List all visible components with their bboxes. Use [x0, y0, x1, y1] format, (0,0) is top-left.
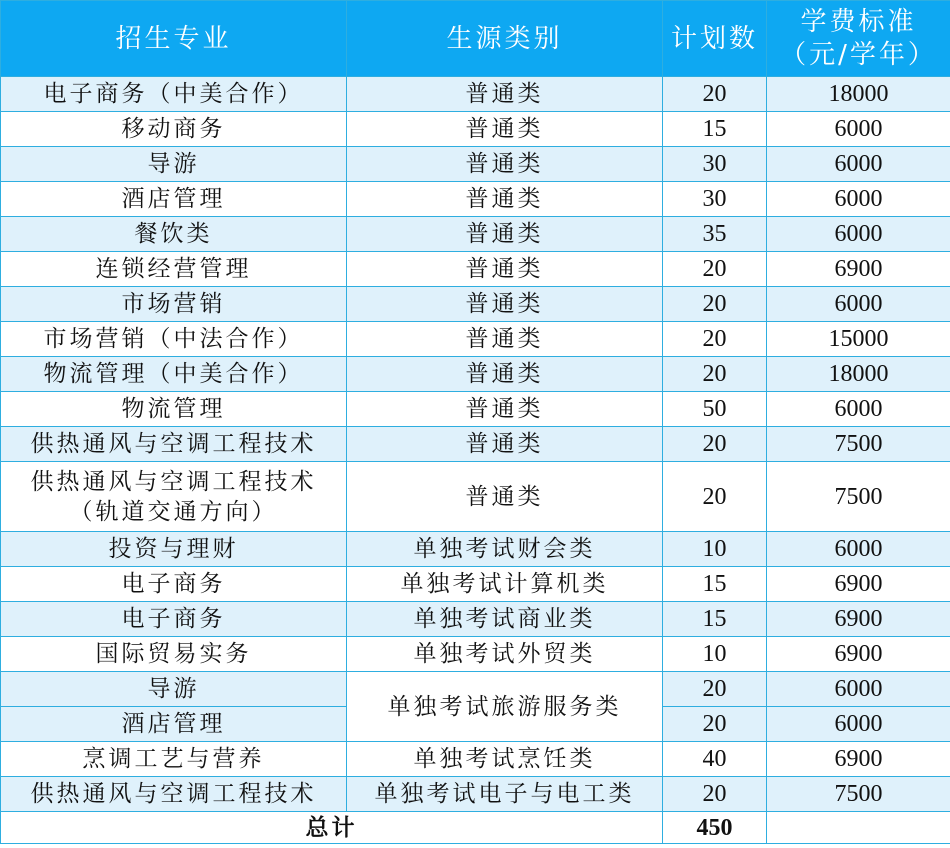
cell-plan: 20: [663, 672, 767, 707]
header-major: 招生专业: [1, 1, 347, 77]
cell-fee: 7500: [767, 462, 950, 532]
total-plan: 450: [663, 812, 767, 844]
cell-source: 普通类: [347, 77, 663, 112]
total-label: 总计: [1, 812, 663, 844]
table-row: [1, 637, 950, 672]
cell-major: 连锁经营管理: [1, 252, 347, 287]
table-row: [1, 77, 950, 112]
cell-major: 市场营销: [1, 287, 347, 322]
cell-fee: 7500: [767, 427, 950, 462]
cell-fee: 15000: [767, 322, 950, 357]
cell-plan: 20: [663, 357, 767, 392]
cell-source: 普通类: [347, 392, 663, 427]
table-row: [1, 357, 950, 392]
cell-source: 普通类: [347, 252, 663, 287]
cell-major: 酒店管理: [1, 707, 347, 742]
table-row: [1, 567, 950, 602]
cell-fee: 6900: [767, 742, 950, 777]
cell-fee: 6000: [767, 287, 950, 322]
header-plan: 计划数: [663, 1, 767, 77]
cell-plan: 10: [663, 532, 767, 567]
cell-source: 单独考试电子与电工类: [347, 777, 663, 812]
cell-source: 普通类: [347, 322, 663, 357]
table-row: [1, 462, 950, 532]
table-row: [1, 287, 950, 322]
table-row: [1, 112, 950, 147]
cell-fee: 6900: [767, 252, 950, 287]
cell-source: 单独考试计算机类: [347, 567, 663, 602]
table-row: [1, 182, 950, 217]
cell-major: 国际贸易实务: [1, 637, 347, 672]
table-row: [1, 532, 950, 567]
table-row: [1, 777, 950, 812]
cell-plan: 10: [663, 637, 767, 672]
header-row: [1, 1, 950, 77]
cell-major: 烹调工艺与营养: [1, 742, 347, 777]
cell-plan: 20: [663, 322, 767, 357]
cell-plan: 20: [663, 252, 767, 287]
cell-source: 单独考试外贸类: [347, 637, 663, 672]
cell-plan: 50: [663, 392, 767, 427]
header-fee-line2: （元/学年）: [780, 39, 937, 70]
cell-source: 普通类: [347, 427, 663, 462]
cell-source: 普通类: [347, 287, 663, 322]
cell-plan: 20: [663, 287, 767, 322]
cell-major: [1, 462, 347, 532]
cell-plan: 15: [663, 602, 767, 637]
table-row: [1, 147, 950, 182]
cell-plan: 20: [663, 777, 767, 812]
cell-major: 电子商务: [1, 567, 347, 602]
cell-plan: 20: [663, 77, 767, 112]
cell-major: 市场营销（中法合作）: [1, 322, 347, 357]
table-row: [1, 427, 950, 462]
cell-plan: 20: [663, 427, 767, 462]
cell-fee: 7500: [767, 777, 950, 812]
cell-source-merged: 单独考试旅游服务类: [347, 672, 663, 742]
cell-fee: 6000: [767, 392, 950, 427]
cell-major: 导游: [1, 147, 347, 182]
cell-major: 餐饮类: [1, 217, 347, 252]
cell-fee: 18000: [767, 357, 950, 392]
cell-fee: 18000: [767, 77, 950, 112]
table-row: [1, 322, 950, 357]
cell-major: 电子商务（中美合作）: [1, 77, 347, 112]
cell-major: 投资与理财: [1, 532, 347, 567]
cell-major: 供热通风与空调工程技术: [1, 427, 347, 462]
cell-major-line2: （轨道交通方向）: [69, 498, 278, 525]
cell-source: 普通类: [347, 462, 663, 532]
cell-fee: 6000: [767, 182, 950, 217]
cell-fee: 6000: [767, 112, 950, 147]
cell-fee: 6000: [767, 707, 950, 742]
total-row: [1, 812, 950, 844]
cell-major: 移动商务: [1, 112, 347, 147]
table-row: [1, 672, 950, 707]
table-row: [1, 252, 950, 287]
table-row: [1, 217, 950, 252]
header-source: 生源类别: [347, 1, 663, 77]
cell-major-line1: 供热通风与空调工程技术: [30, 468, 317, 495]
cell-fee: 6900: [767, 602, 950, 637]
cell-source: 普通类: [347, 217, 663, 252]
table-row: [1, 392, 950, 427]
cell-fee: 6000: [767, 147, 950, 182]
cell-source: 单独考试财会类: [347, 532, 663, 567]
table-row: [1, 742, 950, 777]
cell-plan: 40: [663, 742, 767, 777]
cell-source: 单独考试商业类: [347, 602, 663, 637]
cell-fee: 6900: [767, 567, 950, 602]
total-fee: [767, 812, 950, 844]
table-row: [1, 602, 950, 637]
header-fee-line1: 学费标准: [800, 6, 917, 37]
cell-major: 导游: [1, 672, 347, 707]
cell-plan: 30: [663, 182, 767, 217]
cell-major: 电子商务: [1, 602, 347, 637]
cell-source: 普通类: [347, 357, 663, 392]
cell-plan: 15: [663, 112, 767, 147]
cell-source: 单独考试烹饪类: [347, 742, 663, 777]
cell-major: 供热通风与空调工程技术: [1, 777, 347, 812]
cell-plan: 30: [663, 147, 767, 182]
cell-major: 物流管理（中美合作）: [1, 357, 347, 392]
cell-fee: 6000: [767, 672, 950, 707]
cell-plan: 35: [663, 217, 767, 252]
cell-plan: 20: [663, 462, 767, 532]
cell-plan: 15: [663, 567, 767, 602]
cell-fee: 6000: [767, 217, 950, 252]
cell-major: 酒店管理: [1, 182, 347, 217]
cell-source: 普通类: [347, 182, 663, 217]
cell-fee: 6900: [767, 637, 950, 672]
header-fee: [767, 1, 950, 77]
cell-source: 普通类: [347, 147, 663, 182]
cell-plan: 20: [663, 707, 767, 742]
cell-fee: 6000: [767, 532, 950, 567]
cell-major: 物流管理: [1, 392, 347, 427]
cell-source: 普通类: [347, 112, 663, 147]
